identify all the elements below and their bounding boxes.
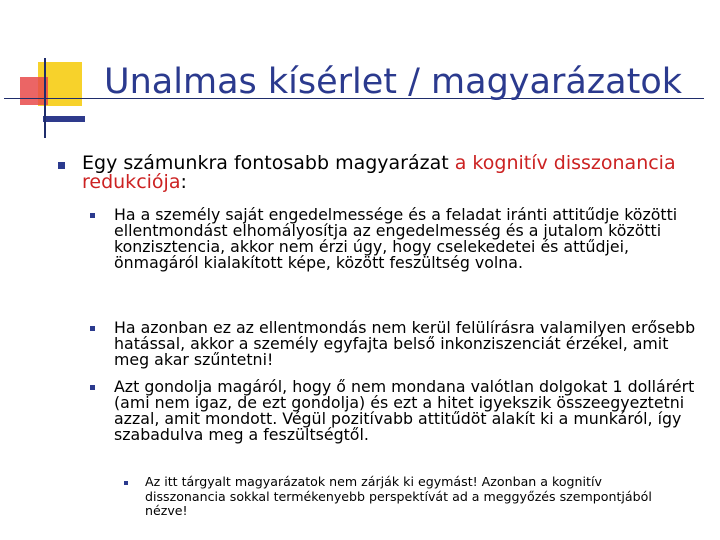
sub-bullet-square-icon bbox=[90, 385, 95, 390]
sub-sub-bullet-square-icon bbox=[124, 481, 128, 485]
bullet-text-1-colon: : bbox=[180, 171, 187, 193]
sub-bullet-1: Ha a személy saját engedelmessége és a feladat iránti attitűdje közötti ellentmondást elhomályosítja az engedelmesség és a jutalom közötti konzisztencia, akkor nem érzi úgy, hogy cselekedetei és attűdjei, önmagáról kialakított képe, között feszültség volna. bbox=[114, 205, 678, 272]
sub-bullet-2: Ha azonban ez az ellentmondás nem kerül felülírásra valamilyen erősebb hatással, akkor a személy egyfajta belső inkonziszenciát érzékel, amit meg akar szűntetni! bbox=[114, 318, 696, 369]
bullet-square-icon bbox=[58, 162, 65, 169]
decor-blue-bar bbox=[43, 116, 85, 122]
bullet-text-1 bbox=[82, 154, 682, 192]
sub-bullet-3: Azt gondolja magáról, hogy ő nem mondana valótlan dolgokat 1 dollárért (ami nem igaz, de ezt gondolja) és ezt a hitet igyekszik összeegyeztetni azzal, amit mondott. Végül pozitívabb attitűdöt alakít ki a munkáról, így szabadulva meg a feszültségtől. bbox=[114, 377, 695, 444]
sub-bullet-square-icon bbox=[90, 326, 95, 331]
sub-bullet-square-icon bbox=[90, 213, 95, 218]
bullet-highlight: a kognitív disszonancia redukciója bbox=[82, 152, 676, 193]
slide-title: Unalmas kísérlet / magyarázatok bbox=[104, 62, 683, 102]
bullet-text-1-part: Egy számunkra fontosabb magyarázat bbox=[82, 152, 455, 174]
sub-sub-bullet-1: Az itt tárgyalt magyarázatok nem zárják ki egymást! Azonban a kognitív disszonancia sokkal termékenyebb perspektívát ad a meggyőzés szempontjából nézve! bbox=[145, 474, 652, 518]
